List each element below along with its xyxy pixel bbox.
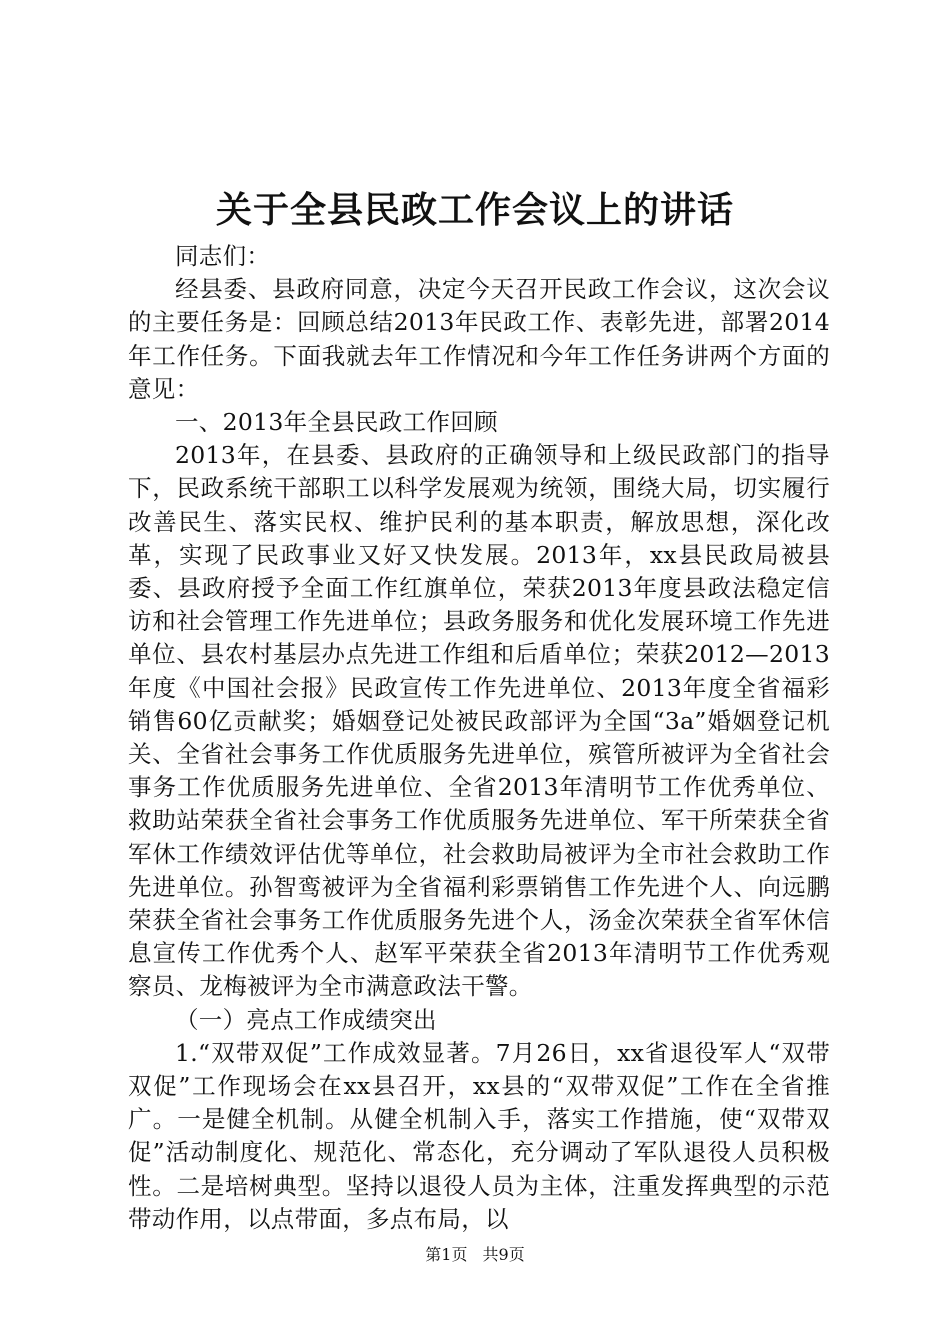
paragraph-intro: 经县委、县政府同意，决定今天召开民政工作会议，这次会议的主要任务是：回顾总结2013年民政工作、表彰先进，部署2014年工作任务。下面我就去年工作情况和今年工作任务讲两个方面的意见： [128,275,830,403]
page-total: 共9页 [482,1245,525,1264]
document-body [128,240,830,1236]
section-heading-1: 一、2013年全县民政工作回顾 [175,408,498,437]
paragraph-review: 2013年，在县委、县政府的正确领导和上级民政部门的指导下，民政系统干部职工以科学发展观为统领，围绕大局，切实履行改善民生、落实民权、维护民利的基本职责，解放思想，深化改革，实现了民政事业又好又快发展。2013年，xx县民政局被县委、县政府授予全面工作红旗单位，荣获2013年度县政法稳定信访和社会管理工作先进单位；县政务服务和优化发展环境工作先进单位、县农村基层办点先进工作组和后盾单位；荣获2012—2013年度《中国社会报》民政宣传工作先进单位、2013年度全省福彩销售60亿贡献奖；婚姻登记处被民政部评为全国“3a”婚姻登记机关、全省社会事务工作优质服务先进单位，殡管所被评为全省社会事务工作优质服务先进单位、全省2013年清明节工作优秀单位、救助站荣获全省社会事务工作优质服务先进单位、军干所荣获全省军休工作绩效评估优等单位，社会救助局被评为全市社会救助工作先进单位。孙智鸾被评为全省福利彩票销售工作先进个人、向远鹏荣获全省社会事务工作优质服务先进个人，汤金次荣获全省军休信息宣传工作优秀个人、赵军平荣获全省2013年清明节工作优秀观察员、龙梅被评为全市满意政法干警。 [128,441,830,1001]
page-number: 第1页 [425,1245,468,1264]
subsection-heading-1: （一）亮点工作成绩突出 [175,1005,437,1034]
document-title: 关于全县民政工作会议上的讲话 [215,189,734,231]
page-footer [0,1244,950,1266]
paragraph-item-1: 1.“双带双促”工作成效显著。7月26日，xx省退役军人“双带双促”工作现场会在xx县召开，xx县的“双带双促”工作在全省推广。一是健全机制。从健全机制入手，落实工作措施，使“双带双促”活动制度化、规范化、常态化，充分调动了军队退役人员积极性。二是培树典型。坚持以退役人员为主体，注重发挥典型的示范带动作用，以点带面，多点布局，以 [128,1038,830,1233]
paragraph-salutation: 同志们： [175,242,271,270]
